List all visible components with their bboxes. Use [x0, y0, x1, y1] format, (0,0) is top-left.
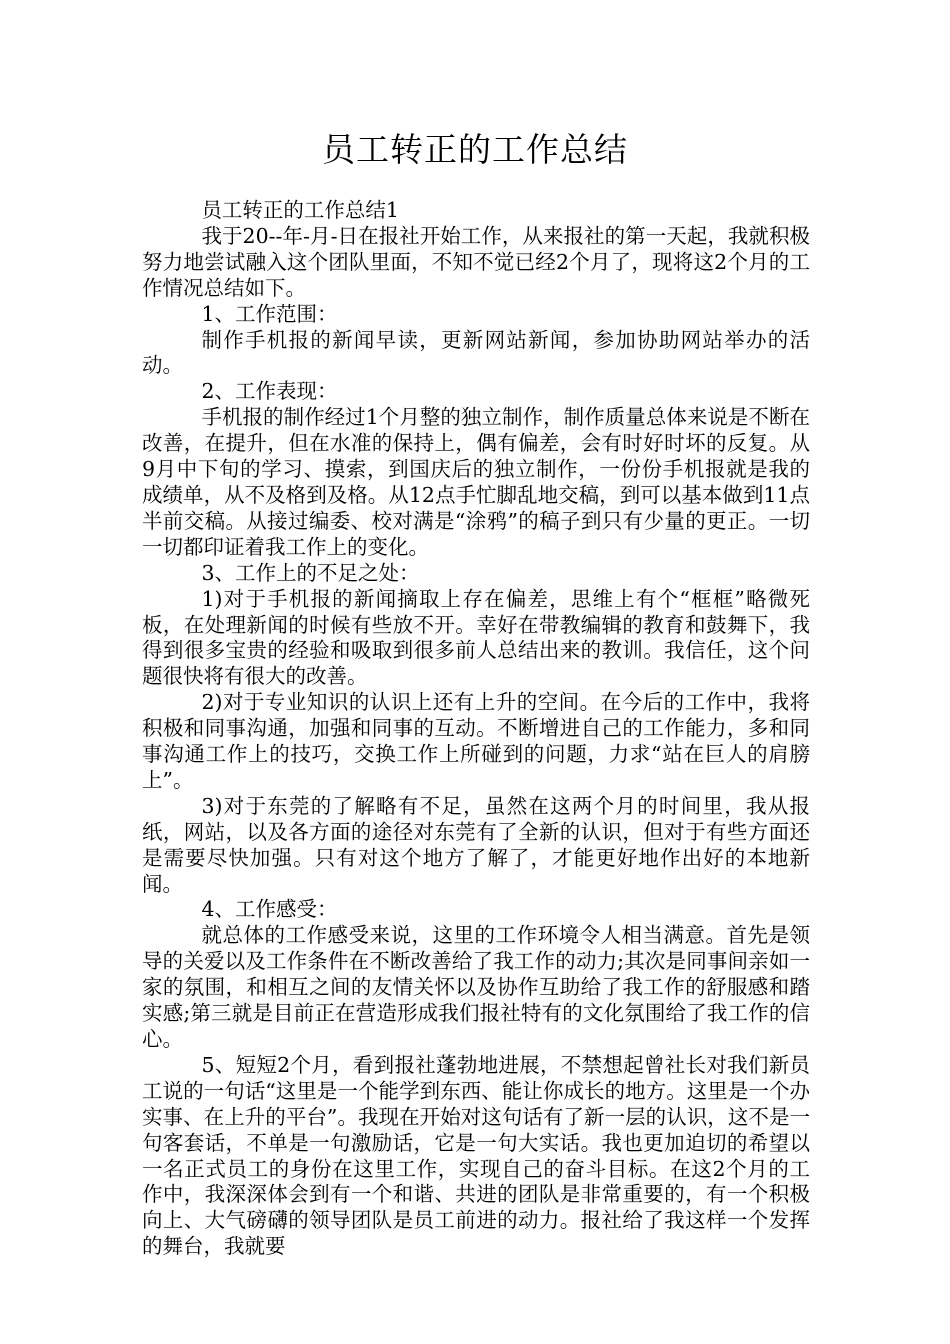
body-paragraph: 就总体的工作感受来说，这里的工作环境令人相当满意。首先是领导的关爱以及工作条件在不断改善给了我工作的动力;其次是同事间亲如一家的氛围，和相互之间的友情关怀以及协作互助给了我工作的舒服感和踏实感;第三就是目前正在营造形成我们报社特有的文化氛围给了我工作的信心。: [142, 923, 810, 1051]
body-paragraph: 3)对于东莞的了解略有不足，虽然在这两个月的时间里，我从报纸，网站，以及各方面的途径对东莞有了全新的认识，但对于有些方面还是需要尽快加强。只有对这个地方了解了，才能更好地作出好的本地新闻。: [142, 793, 810, 896]
section-heading: 3、工作上的不足之处：: [201, 560, 420, 585]
section-heading: 1、工作范围：: [201, 301, 338, 326]
body-paragraph: 2)对于专业知识的认识上还有上升的空间。在今后的工作中，我将积极和同事沟通，加强和同事的互动。不断增进自己的工作能力，多和同事沟通工作上的技巧，交换工作上所碰到的问题，力求“站在巨人的肩膀上”。: [142, 690, 810, 792]
body-paragraph: 制作手机报的新闻早读，更新网站新闻，参加协助网站举办的活动。: [142, 327, 810, 378]
section-heading: 2、工作表现：: [201, 379, 338, 404]
section-heading: 4、工作感受：: [201, 897, 338, 922]
document-title: 员工转正的工作总结: [322, 130, 628, 169]
body-paragraph: 手机报的制作经过1个月整的独立制作，制作质量总体来说是不断在改善，在提升，但在水准的保持上，偶有偏差，会有时好时坏的反复。从9月中下旬的学习、摸索，到国庆后的独立制作，一份份手机报就是我的成绩单，从不及格到及格。从12点手忙脚乱地交稿，到可以基本做到11点半前交稿。从接过编委、校对满是“涂鸦”的稿子到只有少量的更正。一切一切都印证着我工作上的变化。: [142, 405, 810, 559]
body-paragraph: 我于20--年-月-日在报社开始工作，从来报社的第一天起，我就积极努力地尝试融入这个团队里面，不知不觉已经2个月了，现将这2个月的工作情况总结如下。: [142, 223, 810, 300]
body-paragraph: 5、短短2个月，看到报社蓬勃地进展，不禁想起曾社长对我们新员工说的一句话“这里是一个能学到东西、能让你成长的地方。这里是一个办实事、在上升的平台”。我现在开始对这句话有了新一层的认识，这不是一句客套话，不单是一句激励话，它是一句大实话。我也更加迫切的希望以一名正式员工的身份在这里工作，实现自己的奋斗目标。在这2个月的工作中，我深深体会到有一个和谐、共进的团队是非常重要的，有一个积极向上、大气磅礴的领导团队是员工前进的动力。报社给了我这样一个发挥的舞台，我就要: [142, 1052, 810, 1259]
document-body: [142, 198, 810, 1260]
section-heading: 员工转正的工作总结1: [201, 198, 399, 222]
body-paragraph: 1)对于手机报的新闻摘取上存在偏差，思维上有个“框框”略微死板，在处理新闻的时候有些放不开。幸好在带教编辑的教育和鼓舞下，我得到很多宝贵的经验和吸取到很多前人总结出来的教训。我信任，这个问题很快将有很大的改善。: [142, 586, 810, 689]
